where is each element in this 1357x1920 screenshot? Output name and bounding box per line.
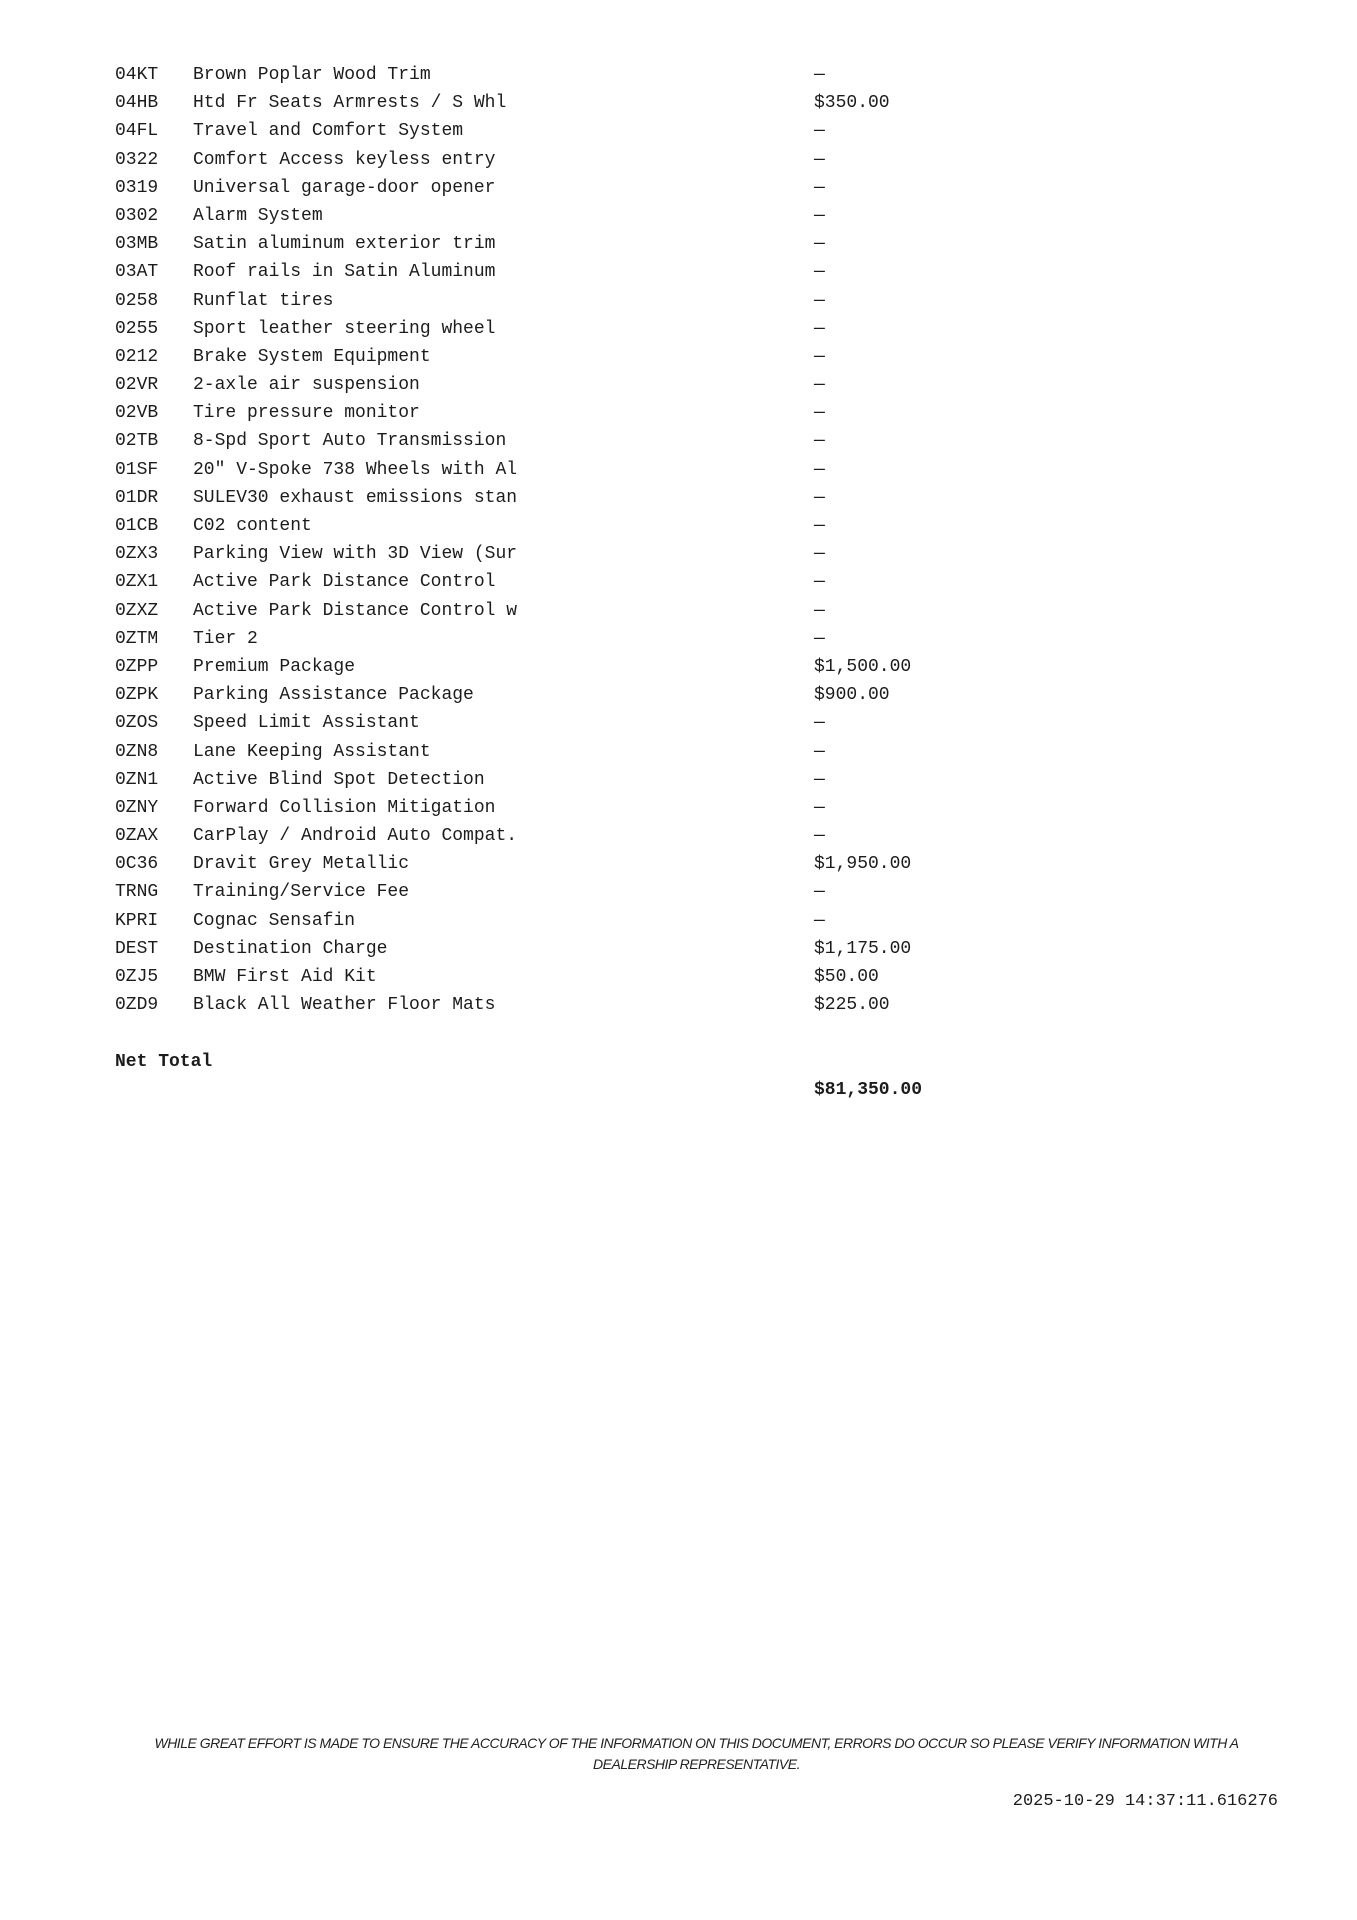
option-price: — bbox=[814, 177, 825, 198]
option-code: 0C36 bbox=[115, 854, 159, 875]
option-price: $1,175.00 bbox=[814, 938, 912, 959]
option-description: Black All Weather Floor Mats bbox=[193, 995, 496, 1016]
generation-timestamp: 2025-10-29 14:37:11.616276 bbox=[1012, 1792, 1278, 1811]
option-price: — bbox=[814, 121, 825, 142]
option-description: Roof rails in Satin Aluminum bbox=[193, 262, 496, 283]
table-row bbox=[115, 991, 1305, 1019]
option-description: Alarm System bbox=[193, 205, 323, 226]
option-code: 0ZXZ bbox=[115, 600, 159, 621]
option-description: Tire pressure monitor bbox=[193, 403, 420, 424]
table-row bbox=[115, 568, 1305, 596]
option-code: 01SF bbox=[115, 459, 159, 480]
option-code: 0ZX1 bbox=[115, 572, 159, 593]
option-price: — bbox=[814, 403, 825, 424]
option-code: 04HB bbox=[115, 93, 159, 114]
option-price: $50.00 bbox=[814, 967, 879, 987]
option-code: 0ZD9 bbox=[115, 995, 159, 1016]
table-row bbox=[115, 597, 1305, 625]
option-price: — bbox=[814, 628, 825, 649]
option-code: 0322 bbox=[115, 149, 159, 170]
option-code: 0255 bbox=[115, 318, 159, 339]
option-description: Travel and Comfort System bbox=[193, 121, 464, 142]
option-price: — bbox=[814, 234, 825, 255]
option-description: Brown Poplar Wood Trim bbox=[193, 65, 431, 85]
option-code: 0212 bbox=[115, 346, 159, 367]
option-code: 0ZOS bbox=[115, 713, 159, 734]
option-price: $225.00 bbox=[814, 995, 890, 1016]
table-row bbox=[115, 963, 1305, 991]
option-description: Active Park Distance Control w bbox=[193, 600, 518, 621]
option-price: — bbox=[814, 544, 825, 565]
table-row bbox=[115, 512, 1305, 540]
option-description: CarPlay / Android Auto Compat. bbox=[193, 826, 518, 847]
option-code: KPRI bbox=[115, 910, 159, 931]
option-price: $900.00 bbox=[814, 685, 890, 706]
table-row bbox=[115, 315, 1305, 343]
table-row bbox=[115, 738, 1305, 766]
option-description: Forward Collision Mitigation bbox=[193, 797, 496, 818]
table-row bbox=[115, 61, 1305, 89]
option-code: DEST bbox=[115, 938, 159, 959]
option-price: — bbox=[814, 769, 825, 790]
option-description: Brake System Equipment bbox=[193, 346, 431, 367]
option-description: Sport leather steering wheel bbox=[193, 318, 496, 339]
option-code: 0ZAX bbox=[115, 826, 159, 847]
table-row bbox=[115, 850, 1305, 878]
option-code: 0319 bbox=[115, 177, 159, 198]
table-row bbox=[115, 258, 1305, 286]
disclaimer-text bbox=[18, 1733, 1357, 1775]
option-description: Training/Service Fee bbox=[193, 882, 410, 903]
table-row bbox=[115, 146, 1305, 174]
option-description: 20" V-Spoke 738 Wheels with Al bbox=[193, 459, 518, 480]
option-code: 0ZN1 bbox=[115, 769, 159, 790]
table-row bbox=[115, 117, 1305, 145]
option-code: 02TB bbox=[115, 431, 159, 452]
option-description: Lane Keeping Assistant bbox=[193, 741, 431, 762]
option-price: — bbox=[814, 910, 825, 931]
option-code: 0ZPP bbox=[115, 656, 159, 677]
option-price: — bbox=[814, 797, 825, 818]
option-description: Tier 2 bbox=[193, 628, 258, 649]
table-row bbox=[115, 540, 1305, 568]
option-description: Cognac Sensafin bbox=[193, 910, 356, 931]
option-code: 01DR bbox=[115, 487, 159, 508]
option-description: Active Blind Spot Detection bbox=[193, 769, 485, 790]
option-description: 2-axle air suspension bbox=[193, 375, 420, 396]
table-row bbox=[115, 907, 1305, 935]
option-price: — bbox=[814, 826, 825, 847]
option-code: 0302 bbox=[115, 205, 159, 226]
table-row bbox=[115, 371, 1305, 399]
option-code: 0ZNY bbox=[115, 797, 159, 818]
table-row bbox=[115, 878, 1305, 906]
option-code: 01CB bbox=[115, 516, 159, 536]
table-row bbox=[115, 822, 1305, 850]
table-row bbox=[115, 287, 1305, 315]
table-row bbox=[115, 794, 1305, 822]
table-row bbox=[115, 625, 1305, 653]
table-row bbox=[115, 343, 1305, 371]
table-row bbox=[115, 456, 1305, 484]
option-description: Dravit Grey Metallic bbox=[193, 854, 410, 875]
option-description: Destination Charge bbox=[193, 938, 388, 959]
net-total-row bbox=[115, 1019, 1305, 1100]
option-code: 0ZN8 bbox=[115, 741, 159, 762]
option-code: 03MB bbox=[115, 234, 159, 255]
option-price: — bbox=[814, 713, 825, 734]
option-price: — bbox=[814, 290, 825, 311]
options-price-table bbox=[115, 61, 1305, 1100]
option-price: — bbox=[814, 487, 825, 508]
table-row bbox=[115, 89, 1305, 117]
option-code: 0ZTM bbox=[115, 628, 159, 649]
option-description: Speed Limit Assistant bbox=[193, 713, 420, 734]
table-row bbox=[115, 202, 1305, 230]
table-row bbox=[115, 399, 1305, 427]
option-code: 03AT bbox=[115, 262, 159, 283]
option-code: 02VB bbox=[115, 403, 159, 424]
table-row bbox=[115, 681, 1305, 709]
table-row bbox=[115, 230, 1305, 258]
option-code: 0ZPK bbox=[115, 685, 159, 706]
table-row bbox=[115, 935, 1305, 963]
option-description: Universal garage-door opener bbox=[193, 177, 496, 198]
net-total-price: $81,350.00 bbox=[814, 1079, 923, 1100]
table-row bbox=[115, 766, 1305, 794]
table-row bbox=[115, 174, 1305, 202]
option-description: Premium Package bbox=[193, 656, 356, 677]
table-row bbox=[115, 427, 1305, 455]
option-code: 0258 bbox=[115, 290, 159, 311]
option-price: — bbox=[814, 741, 825, 762]
option-code: 04KT bbox=[115, 65, 159, 85]
option-description: Satin aluminum exterior trim bbox=[193, 234, 496, 255]
option-price: — bbox=[814, 262, 825, 283]
table-row bbox=[115, 484, 1305, 512]
option-price: $1,950.00 bbox=[814, 854, 912, 875]
option-price: — bbox=[814, 600, 825, 621]
option-description: Parking View with 3D View (Sur bbox=[193, 544, 518, 565]
option-code: 02VR bbox=[115, 375, 159, 396]
option-price: — bbox=[814, 516, 825, 536]
option-description: Comfort Access keyless entry bbox=[193, 149, 496, 170]
option-description: SULEV30 exhaust emissions stan bbox=[193, 487, 518, 508]
option-price: $350.00 bbox=[814, 93, 890, 114]
option-price: — bbox=[814, 375, 825, 396]
disclaimer-line-1: WHILE GREAT EFFORT IS MADE TO ENSURE THE ACCURACY OF THE INFORMATION ON THIS DOCUMENT, ERRORS DO OCCUR SO PLEASE VERIFY INFORMATION WITH A bbox=[154, 1735, 1239, 1751]
disclaimer-line-2: DEALERSHIP REPRESENTATIVE. bbox=[593, 1756, 800, 1772]
option-description: BMW First Aid Kit bbox=[193, 967, 377, 987]
option-code: TRNG bbox=[115, 882, 159, 903]
option-code: 0ZJ5 bbox=[115, 967, 159, 987]
option-code: 0ZX3 bbox=[115, 544, 159, 565]
option-price: — bbox=[814, 65, 825, 85]
option-price: — bbox=[814, 149, 825, 170]
net-total-label: Net Total bbox=[115, 1051, 213, 1072]
option-price: — bbox=[814, 882, 825, 903]
table-row bbox=[115, 709, 1305, 737]
option-price: — bbox=[814, 205, 825, 226]
option-price: — bbox=[814, 318, 825, 339]
option-price: — bbox=[814, 572, 825, 593]
option-price: — bbox=[814, 459, 825, 480]
option-description: C02 content bbox=[193, 516, 312, 536]
option-description: 8-Spd Sport Auto Transmission bbox=[193, 431, 507, 452]
option-price: $1,500.00 bbox=[814, 656, 912, 677]
option-description: Runflat tires bbox=[193, 290, 334, 311]
option-code: 04FL bbox=[115, 121, 159, 142]
option-description: Parking Assistance Package bbox=[193, 685, 474, 706]
option-description: Active Park Distance Control bbox=[193, 572, 496, 593]
option-description: Htd Fr Seats Armrests / S Whl bbox=[193, 93, 507, 114]
option-price: — bbox=[814, 431, 825, 452]
table-row bbox=[115, 653, 1305, 681]
option-price: — bbox=[814, 346, 825, 367]
